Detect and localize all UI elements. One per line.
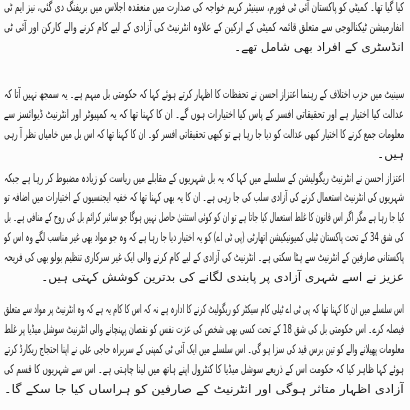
text-line: اعتزاز احسن نے انٹرنیٹ ریگولیشن کے سلسلے میں کہا کہ یہ بل شہریوں کے مقابلے میں ریاست کو زیادہ مضبوط کر رہا ہے جبکہ <box>4 170 404 185</box>
text-line: کیا گیا تھا۔ کمیٹی کو پاکستان آئی ٹی فورم، سینیٹر کریم خواجہ کی صدارت میں منعقدہ اجلاس میں بریفنگ دی گئی، نیز ایم ٹی <box>4 0 404 14</box>
text-line: انفارمیشن ٹیکنالوجی سے متعلق قائمہ کمیٹی کے ارکین کے علاوہ انٹرنیٹ کی آزادی کے لیے کام کرنے والے کارکن اور آئی ٹی <box>4 19 404 34</box>
text-line: پاکستانی صارفین کے انٹرنیٹ سے ہٹا سکتی ہے۔ انٹرنیٹ کی آزادی کے لیے کام کرنے والی ایک غیر سرکاری تنظیم بولو بھی کی فریحہ <box>4 249 404 264</box>
text-line: اس سلسلے میں ان کا کہنا تھا کہ پی ٹی اے ٹیلی کام سیکٹر کو ریگولیٹ کرنے کا ادارہ ہے نہ کہ اس کا کام یہ ہے کہ وہ انٹرنیٹ پر مواد سے متعلق <box>4 302 404 317</box>
text-line: سینیٹ میں حزب اختلاف کے رہنما اعتزاز احسن نے تحفظات کا اظہار کرتے ہوئے کہا کہ حکومتی بل مبہم ہے۔ یہ سمجھ نہیں آتا کہ <box>4 87 404 102</box>
article-page <box>4 0 404 410</box>
text-line: ہوئے کہا ظاہر کیا کہ حکومت اس کے ذریعے سوشل میڈیا کا کنٹرول اپنے ہاتھ میں لینا چاہتی ہے۔ اس سے شہریوں کا قسم کی <box>4 361 404 376</box>
text-line: کیا جا رہا ہے مگر اگر اس قانون کا غلط استعمال کیا جاتا ہے تو ان کو کوئی استثنیٰ حاصل نہیں ہوگا جو سائبر کرائم بل کی روح کے منافی ہے۔ بل <box>4 210 404 225</box>
text-line: آزادی اظہار متاثر ہوگی اور انٹرنیٹ کے صارفین کو ہراساں کیا جا سکے گا۔ <box>4 381 404 396</box>
text-line: شہریوں کی انٹرنیٹ استعمال کرنے کی آزادی سلب کی جا رہی ہے۔ ان کا یہ بھی کہنا تھا کہ خفیہ ایجنسیوں کے اختیارات میں اضافہ تو <box>4 190 404 205</box>
text-line: عدالت کیا اختیار ہے اور تحقیقاتی افسر کے پاس کیا اختیارات ہوں گے۔ ان کا کہنا تھا کہ یہ کمپیوٹر اور انٹرنیٹ ڈیوائسز سے <box>4 107 404 122</box>
text-line: کی شق 34 کے تحت پاکستان ٹیلی کمیونیکیشن اتھارٹی (پی ٹی اے) کو یہ اختیار دیا جا رہا ہے کہ وہ جو مواد بھی غیر مناسب لگے وہ اس کو <box>4 229 404 244</box>
paragraph-1 <box>4 0 404 57</box>
paragraph-3 <box>4 169 404 288</box>
text-line: معلومات پھیلانے والے کو تین برس قید کی سزا ہو گی۔ اس سلسلے میں ایک آئی ٹی کمپنی کے سربراہ حاجی علی نے اپنا احتجاج ریکارڈ کرتے <box>4 341 404 356</box>
text-line: فیصلہ کرے۔ اس حکومتی بل کی شق 18 کے تحت کسی بھی شخص کی عزت نفس کو نقصان پہنچانے والی انٹرنیٹ سوشل میڈیا پر غلط <box>4 322 404 337</box>
paragraph-2 <box>4 85 404 164</box>
text-line: ہیں۔ <box>377 146 404 161</box>
text-line: معلومات جمع کرنے کا اختیار کبھی عدالت کو دیا جا رہا ہے تو کبھی تحقیقاتی افسر کو۔ ان کا کہنا تھا کہ اس بل میں خامیاں نظر آ رہی <box>4 126 404 141</box>
text-line: انڈسٹری کے افراد بھی شامل تھے۔ <box>234 39 404 54</box>
paragraph-4 <box>4 300 404 399</box>
text-line: عزیز نے اسے شہری آزادی پر پابندی لگانے کی بدترین کوشش کہتی ہیں۔ <box>41 269 404 284</box>
